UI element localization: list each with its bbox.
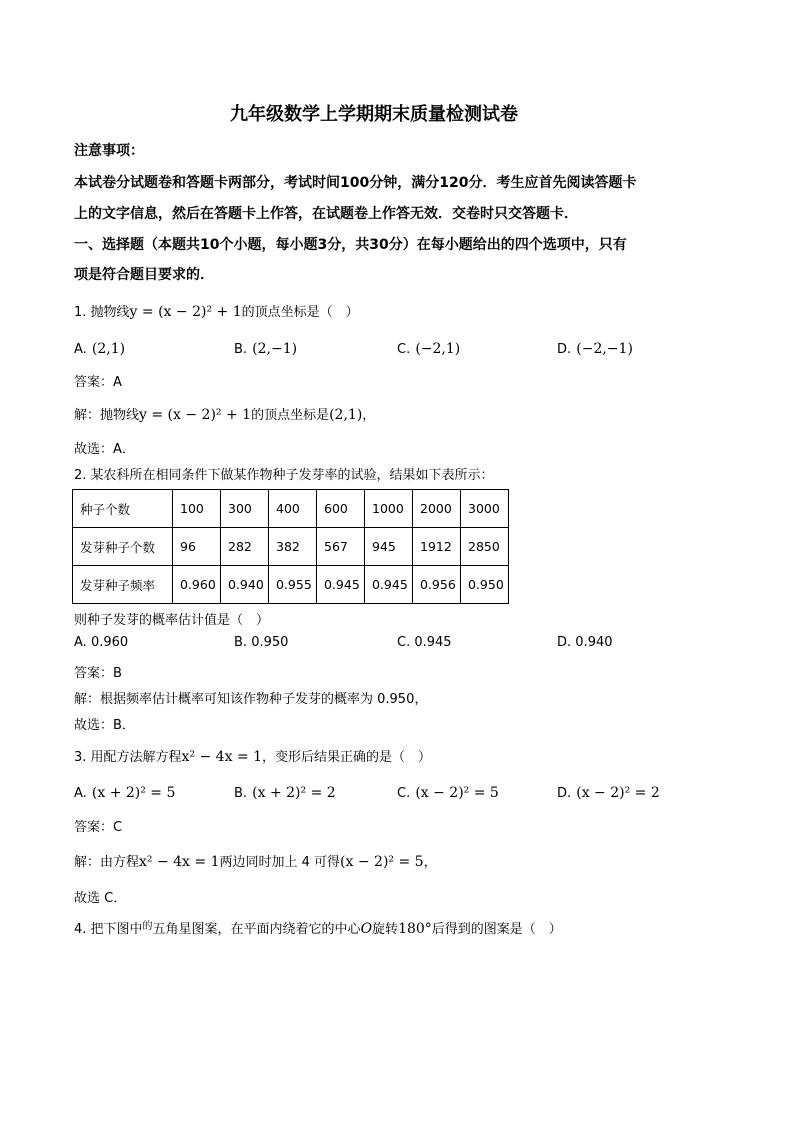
option-letter: C. <box>397 786 411 801</box>
option-letter: C. <box>397 635 411 650</box>
option-value: 0.960 <box>90 635 129 650</box>
option-letter: B. <box>234 786 248 801</box>
sol-formula: x² − 4x = 1 <box>139 854 220 870</box>
table-cell: 0.945 <box>365 566 413 604</box>
notice-line-2: 上的文字信息，然后在答题卡上作答，在试题卷上作答无效．交卷时只交答题卡． <box>74 206 578 222</box>
sol-prefix: 解：抛物线 <box>74 408 140 423</box>
table-cell: 3000 <box>461 490 509 528</box>
section-line-2: 项是符合题目要求的． <box>74 267 214 283</box>
option-letter: A. <box>74 342 87 357</box>
table-cell: 0.945 <box>317 566 365 604</box>
option-value: (−2,−1) <box>576 341 633 357</box>
option-value: (2,1) <box>91 341 126 357</box>
seed-germination-table <box>72 489 509 604</box>
page-title: 九年级数学上学期期末质量检测试卷 <box>230 104 518 125</box>
section-line-1: 一、选择题（本题共10个小题，每小题3分，共30分）在每小题给出的四个选项中，只有 <box>74 237 627 253</box>
q1-solution <box>74 404 375 423</box>
option-value: 0.940 <box>575 635 613 650</box>
table-cell: 1000 <box>365 490 413 528</box>
question-4-stem <box>74 917 562 937</box>
option-value: (2,−1) <box>252 341 298 357</box>
sol-mid: 两边同时加上 4 可得 <box>219 855 341 870</box>
row-label: 种子个数 <box>73 490 173 528</box>
table-cell: 0.960 <box>173 566 221 604</box>
sol-mid: 的顶点坐标是 <box>251 408 330 423</box>
option-value: (x + 2)² = 5 <box>91 785 176 801</box>
table-cell: 2000 <box>413 490 461 528</box>
table-row <box>73 566 509 604</box>
q3-option-c <box>397 782 499 801</box>
table-cell: 945 <box>365 528 413 566</box>
notice-line-1: 本试卷分试题卷和答题卡两部分，考试时间100分钟，满分120分．考生应首先阅读答题卡 <box>74 175 637 191</box>
table-cell: 0.955 <box>269 566 317 604</box>
sol-formula: y = (x − 2)² + 1 <box>139 407 252 423</box>
table-cell: 400 <box>269 490 317 528</box>
row-label: 发芽种子频率 <box>73 566 173 604</box>
sol-prefix: 解：由方程 <box>74 855 140 870</box>
q2-solution: 解：根据频率估计概率可知该作物种子发芽的概率为 0.950， <box>74 692 428 707</box>
table-row <box>73 528 509 566</box>
notice-heading: 注意事项： <box>74 143 144 159</box>
q1-option-b <box>234 338 297 357</box>
q4-suffix: 后得到的图案是（ ） <box>431 922 562 937</box>
table-cell: 382 <box>269 528 317 566</box>
q3-option-d <box>557 782 660 801</box>
option-letter: D. <box>557 635 572 650</box>
q2-conclusion: 故选：B． <box>74 718 135 733</box>
q3-solution <box>74 851 437 870</box>
q3-option-b <box>234 782 336 801</box>
q1-formula: y = (x − 2)² + 1 <box>129 304 242 320</box>
table-cell: 0.950 <box>461 566 509 604</box>
q1-suffix: 的顶点坐标是（ ） <box>241 305 359 320</box>
table-cell: 567 <box>317 528 365 566</box>
q2-answer: 答案：B <box>74 666 122 681</box>
sol-end: ， <box>362 408 376 423</box>
question-3-stem <box>74 746 431 765</box>
option-value: 0.945 <box>414 635 452 650</box>
table-cell: 282 <box>221 528 269 566</box>
option-value: (x + 2)² = 2 <box>252 785 336 801</box>
sol-end: ， <box>423 855 437 870</box>
q1-answer: 答案：A <box>74 375 122 390</box>
q3-formula: x² − 4x = 1 <box>181 749 263 765</box>
q3-prefix: 3. 用配方法解方程 <box>74 750 182 765</box>
table-row <box>73 490 509 528</box>
option-letter: D. <box>557 342 572 357</box>
q1-option-d <box>557 338 633 357</box>
q1-prefix: 1. 抛物线 <box>74 305 130 320</box>
option-letter: A. <box>74 786 87 801</box>
option-value: (x − 2)² = 5 <box>415 785 499 801</box>
option-letter: B. <box>234 342 248 357</box>
q4-mid2: 旋转 <box>372 922 399 937</box>
option-letter: C. <box>397 342 411 357</box>
table-cell: 600 <box>317 490 365 528</box>
question-2-stem: 2. 某农科所在相同条件下做某作物种子发芽率的试验，结果如下表所示： <box>74 468 494 483</box>
option-value: 0.950 <box>251 635 289 650</box>
row-label: 发芽种子个数 <box>73 528 173 566</box>
table-cell: 1912 <box>413 528 461 566</box>
q4-angle: 180° <box>398 921 432 937</box>
q3-suffix: ，变形后结果正确的是（ ） <box>262 750 432 765</box>
q3-conclusion: 故选 C． <box>74 891 127 906</box>
q1-conclusion: 故选：A． <box>74 442 135 457</box>
q1-option-a <box>74 338 125 357</box>
question-1-stem <box>74 301 359 320</box>
option-value: (−2,1) <box>415 341 461 357</box>
table-cell: 2850 <box>461 528 509 566</box>
table-cell: 0.940 <box>221 566 269 604</box>
q3-answer: 答案：C <box>74 820 123 835</box>
option-letter: A. <box>74 635 87 650</box>
q4-prefix: 4. 把下图中 <box>74 922 143 937</box>
option-value: (x − 2)² = 2 <box>576 785 660 801</box>
sol-value: (x − 2)² = 5 <box>340 854 424 870</box>
q2-option-c <box>397 635 452 650</box>
q3-option-a <box>74 782 175 801</box>
q4-center: O <box>360 921 373 937</box>
table-cell: 96 <box>173 528 221 566</box>
q2-option-d <box>557 635 613 650</box>
table-cell: 300 <box>221 490 269 528</box>
option-letter: D. <box>557 786 572 801</box>
sol-value: (2,1) <box>329 407 363 423</box>
q4-mid: 五角星图案，在平面内绕着它的中心 <box>152 922 361 937</box>
table-cell: 0.956 <box>413 566 461 604</box>
table-cell: 100 <box>173 490 221 528</box>
q2-option-a <box>74 635 128 650</box>
q1-option-c <box>397 338 460 357</box>
option-letter: B. <box>234 635 248 650</box>
q2-after-table: 则种子发芽的概率估计值是（ ） <box>74 613 270 628</box>
q4-small: 的 <box>142 921 153 932</box>
q2-option-b <box>234 635 288 650</box>
